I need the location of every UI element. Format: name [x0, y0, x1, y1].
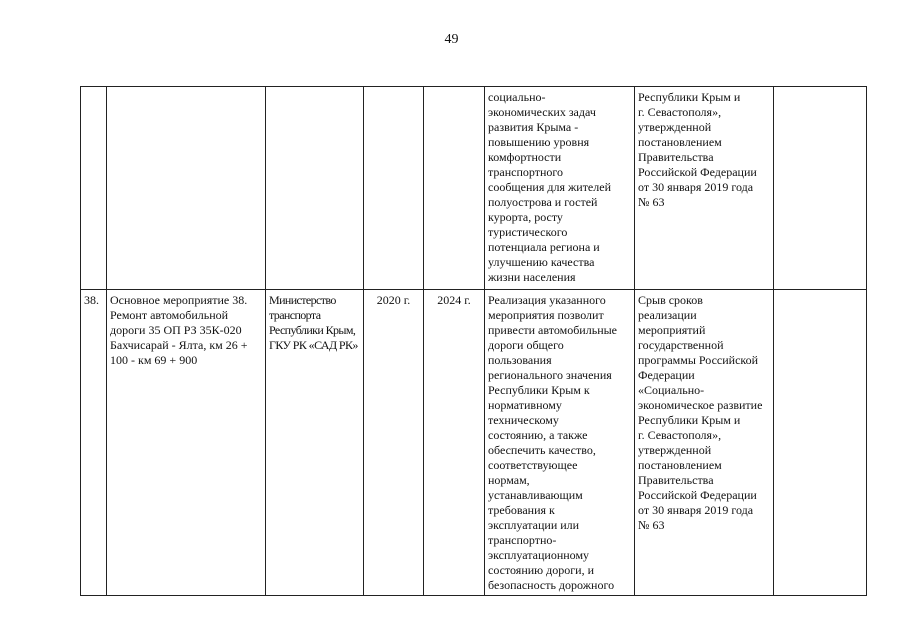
measure-name-cell: Основное мероприятие 38. Ремонт автомобильной дороги 35 ОП РЗ 35К-020 Бахчисарай - Ялта, км 26 + 100 - км 69 + 900	[107, 290, 266, 596]
consequence-cell: Срыв сроков реализации мероприятий государственной программы Российской Федерации «Социально- экономическое развитие Республики Крым и г. Севастополя», утвержденной постановлением Правительства Российской Федерации от 30 января 2019 года № 63	[635, 290, 774, 596]
end-year-cell	[424, 87, 485, 290]
expected-result-cell: Реализация указанного мероприятия позволит привести автомобильные дороги общего пользования регионального значения Республики Крым к нормативному техническому состоянию, а также обеспечить качество, соответствующее нормам, устанавливающим требования к эксплуатации или транспортно- эксплуатационному состоянию дороги, и безопасность дорожного	[485, 290, 635, 596]
program-measures-table	[80, 86, 867, 596]
table-row	[81, 290, 867, 596]
end-year-cell: 2024 г.	[424, 290, 485, 596]
responsible-executor-cell	[266, 87, 364, 290]
row-number-cell	[81, 87, 107, 290]
start-year-cell	[364, 87, 424, 290]
page-number: 49	[444, 32, 459, 47]
measure-name-cell	[107, 87, 266, 290]
row-number-cell: 38.	[81, 290, 107, 596]
related-indicators-cell	[774, 87, 867, 290]
expected-result-cell: социально- экономических задач развития Крыма - повышению уровня комфортности транспортного сообщения для жителей полуострова и гостей курорта, росту туристического потенциала региона и улучшению качества жизни населения	[485, 87, 635, 290]
table-row	[81, 87, 867, 290]
start-year-cell: 2020 г.	[364, 290, 424, 596]
responsible-executor-cell: Министерство транспорта Республики Крым, ГКУ РК «САД РК»	[266, 290, 364, 596]
related-indicators-cell	[774, 290, 867, 596]
consequence-cell: Республики Крым и г. Севастополя», утвержденной постановлением Правительства Российской Федерации от 30 января 2019 года № 63	[635, 87, 774, 290]
